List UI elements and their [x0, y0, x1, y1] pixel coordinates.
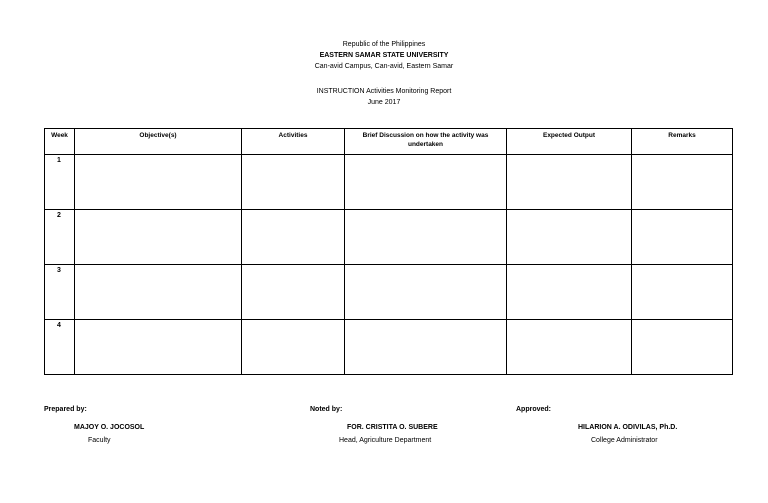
col-objectives: Objective(s): [75, 129, 242, 155]
objectives-cell: [75, 265, 242, 320]
table-header-row: [45, 129, 733, 155]
discussion-cell: [345, 155, 507, 210]
discussion-cell: [345, 320, 507, 375]
output-cell: [507, 265, 632, 320]
discussion-cell: [345, 265, 507, 320]
remarks-cell: [632, 320, 733, 375]
remarks-cell: [632, 210, 733, 265]
activities-cell: [242, 155, 345, 210]
output-cell: [507, 155, 632, 210]
report-period: June 2017: [367, 99, 401, 106]
activities-cell: [242, 320, 345, 375]
output-cell: [507, 210, 632, 265]
report-title-block: [0, 86, 768, 108]
week-cell: 4: [45, 320, 75, 375]
remarks-cell: [632, 265, 733, 320]
output-cell: [507, 320, 632, 375]
objectives-cell: [75, 210, 242, 265]
col-brief-discussion: Brief Discussion on how the activity was undertaken: [345, 129, 507, 155]
monitoring-table: [44, 128, 733, 375]
objectives-cell: [75, 155, 242, 210]
approved-by-name: HILARION A. ODIVILAS, Ph.D.: [578, 424, 678, 431]
noted-by-name: FOR. CRISTITA O. SUBERE: [347, 424, 438, 431]
remarks-cell: [632, 155, 733, 210]
report-title: INSTRUCTION Activities Monitoring Report: [316, 88, 452, 95]
approved-by-position: College Administrator: [591, 437, 658, 444]
noted-by-label: Noted by:: [310, 406, 343, 413]
col-activities: Activities: [242, 129, 345, 155]
week-cell: 3: [45, 265, 75, 320]
noted-by-position: Head, Agriculture Department: [339, 437, 432, 444]
table-row: [45, 265, 733, 320]
objectives-cell: [75, 320, 242, 375]
republic-line: Republic of the Philippines: [342, 41, 426, 48]
discussion-cell: [345, 210, 507, 265]
week-cell: 2: [45, 210, 75, 265]
col-expected-output: Expected Output: [507, 129, 632, 155]
week-cell: 1: [45, 155, 75, 210]
table-row: [45, 155, 733, 210]
institution-header: [0, 39, 768, 72]
campus-address: Can-avid Campus, Can-avid, Eastern Samar: [314, 63, 454, 70]
table-row: [45, 210, 733, 265]
col-week: Week: [45, 129, 75, 155]
activities-cell: [242, 210, 345, 265]
col-remarks: Remarks: [632, 129, 733, 155]
table-row: [45, 320, 733, 375]
prepared-by-label: Prepared by:: [44, 406, 87, 413]
activities-cell: [242, 265, 345, 320]
approved-by-label: Approved:: [516, 406, 551, 413]
prepared-by-position: Faculty: [88, 437, 111, 444]
university-name: EASTERN SAMAR STATE UNIVERSITY: [319, 52, 449, 59]
prepared-by-name: MAJOY O. JOCOSOL: [74, 424, 145, 431]
